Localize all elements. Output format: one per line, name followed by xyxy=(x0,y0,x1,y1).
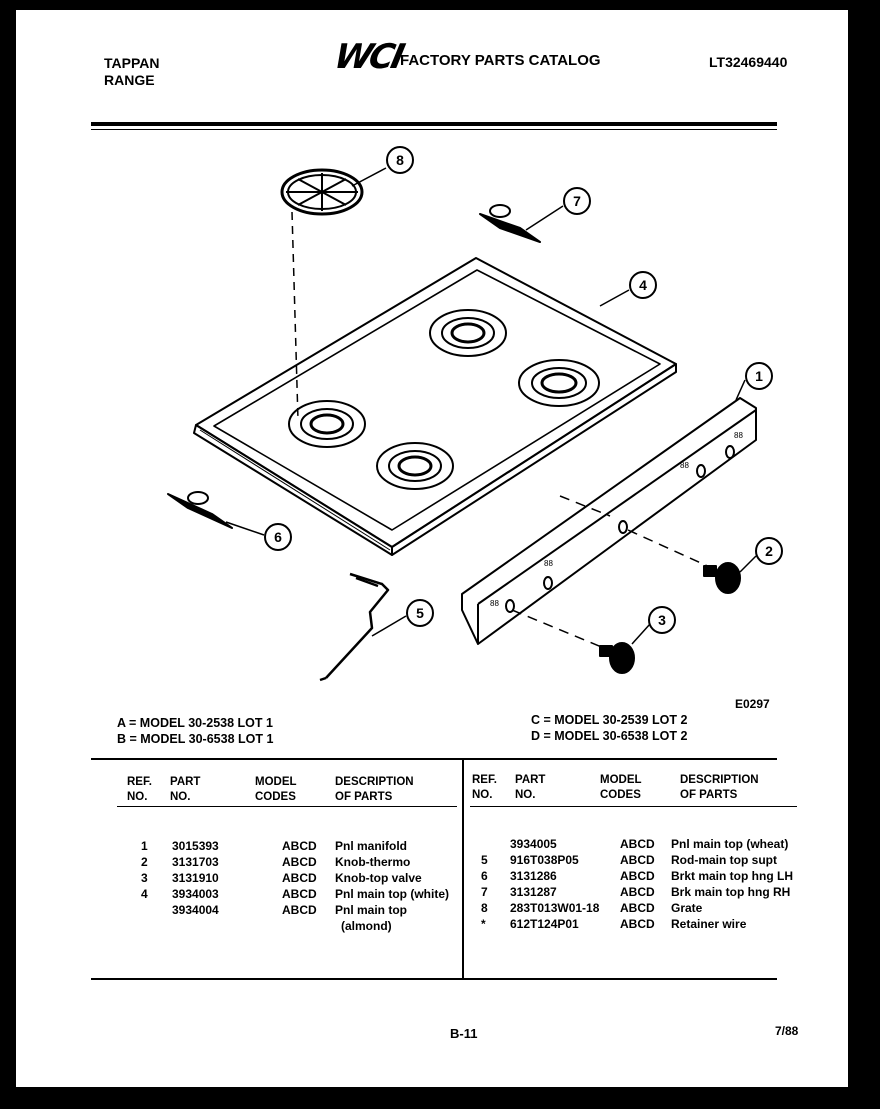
part-description: Rod-main top supt xyxy=(671,853,777,867)
svg-text:6: 6 xyxy=(274,529,282,545)
part-number: 612T124P01 xyxy=(510,917,579,931)
part-description: (almond) xyxy=(341,919,392,933)
right-ref-column xyxy=(481,836,488,932)
right-part-column xyxy=(510,836,599,932)
model-legend-right xyxy=(531,712,687,744)
brand-line-2: RANGE xyxy=(104,72,155,88)
part-number: 3131286 xyxy=(510,869,557,883)
part-number xyxy=(172,918,219,934)
table-row xyxy=(141,902,148,918)
header-ref-left: REF. NO. xyxy=(127,776,152,803)
part-description: Pnl main top (white) xyxy=(335,887,449,901)
model-d: D = MODEL 30-6538 LOT 2 xyxy=(531,729,688,743)
callout-8 xyxy=(387,147,413,173)
table-row: * xyxy=(481,917,486,931)
callout-5 xyxy=(407,600,433,626)
right-codes-column xyxy=(620,836,655,932)
header-desc-right: DESCRIPTION OF PARTS xyxy=(680,774,759,801)
knob-top-valve xyxy=(512,610,634,673)
callout-6 xyxy=(265,524,291,550)
model-codes: ABCD xyxy=(620,885,655,899)
header-model-right: MODEL CODES xyxy=(600,774,642,801)
left-part-column xyxy=(172,838,219,934)
callout-4 xyxy=(630,272,656,298)
part-description: Brkt main top hng LH xyxy=(671,869,793,883)
table-row: 3 xyxy=(141,871,148,885)
model-codes: ABCD xyxy=(620,853,655,867)
svg-text:88: 88 xyxy=(734,431,743,440)
wci-logo: WCI xyxy=(330,37,406,77)
header-ref-right: REF. NO. xyxy=(472,774,497,801)
part-number: 283T013W01-18 xyxy=(510,901,600,915)
hinge-bracket-rh xyxy=(480,205,540,242)
part-description: Grate xyxy=(671,901,703,915)
header-part-right: PART NO. xyxy=(515,774,546,801)
model-codes: ABCD xyxy=(620,901,655,915)
table-row: 6 xyxy=(481,869,488,883)
callout-1 xyxy=(746,363,772,389)
model-a: A = MODEL 30-2538 LOT 1 xyxy=(117,716,273,730)
callout-7 xyxy=(564,188,590,214)
svg-text:3: 3 xyxy=(658,612,666,628)
part-description: Pnl main top xyxy=(335,903,407,917)
table-row: 5 xyxy=(481,853,488,867)
part-description: Pnl manifold xyxy=(335,839,407,853)
model-codes: ABCD xyxy=(620,869,655,883)
part-number: 3934005 xyxy=(510,837,557,851)
part-description: Retainer wire xyxy=(671,917,747,931)
left-ref-column xyxy=(141,838,148,934)
svg-text:4: 4 xyxy=(639,277,647,293)
part-number: 3131703 xyxy=(172,855,219,869)
left-header-rule xyxy=(117,806,457,807)
model-codes: ABCD xyxy=(282,855,317,869)
figure-code: E0297 xyxy=(735,697,770,711)
table-row xyxy=(141,918,148,934)
model-codes: ABCD xyxy=(620,917,655,931)
model-b: B = MODEL 30-6538 LOT 1 xyxy=(117,732,274,746)
part-number: 3934004 xyxy=(172,903,219,917)
part-description: Pnl main top (wheat) xyxy=(671,837,789,851)
header-part-left: PART NO. xyxy=(170,776,201,803)
table-row: 4 xyxy=(141,887,148,901)
model-codes: ABCD xyxy=(620,837,655,851)
header-model-left: MODEL CODES xyxy=(255,776,297,803)
table-row: 2 xyxy=(141,855,148,869)
model-legend-left xyxy=(117,715,273,747)
part-description: Knob-top valve xyxy=(335,871,422,885)
table-row: 1 xyxy=(141,839,148,853)
svg-text:88: 88 xyxy=(544,559,553,568)
left-codes-column xyxy=(282,838,317,934)
part-number: 3015393 xyxy=(172,839,219,853)
svg-text:8: 8 xyxy=(396,152,404,168)
part-number: 3131910 xyxy=(172,871,219,885)
callout-3 xyxy=(649,607,675,633)
table-row: 7 xyxy=(481,885,488,899)
svg-text:88: 88 xyxy=(680,461,689,470)
table-bottom-rule xyxy=(91,978,777,980)
hinge-bracket-lh xyxy=(168,492,232,528)
svg-text:5: 5 xyxy=(416,605,424,621)
table-divider xyxy=(462,759,464,979)
svg-text:2: 2 xyxy=(765,543,773,559)
part-number: 916T038P05 xyxy=(510,853,579,867)
catalog-title: FACTORY PARTS CATALOG xyxy=(400,52,601,69)
part-number: 3934003 xyxy=(172,887,219,901)
table-top-rule xyxy=(91,758,777,760)
page-number: B-11 xyxy=(450,1026,478,1041)
svg-text:88: 88 xyxy=(490,599,499,608)
callout-2 xyxy=(756,538,782,564)
catalog-number: LT32469440 xyxy=(709,54,788,70)
model-codes: ABCD xyxy=(282,903,317,917)
model-codes xyxy=(282,918,317,934)
left-desc-column xyxy=(335,838,449,934)
model-codes: ABCD xyxy=(282,887,317,901)
grate xyxy=(282,170,362,214)
rod-main-top-support xyxy=(320,574,388,680)
svg-text:7: 7 xyxy=(573,193,581,209)
table-row xyxy=(481,836,488,852)
part-description: Knob-thermo xyxy=(335,855,411,869)
brand-line-1: TAPPAN xyxy=(104,55,160,71)
model-codes: ABCD xyxy=(282,871,317,885)
table-row: 8 xyxy=(481,901,488,915)
model-codes: ABCD xyxy=(282,839,317,853)
catalog-date: 7/88 xyxy=(775,1024,799,1038)
header-desc-left: DESCRIPTION OF PARTS xyxy=(335,776,414,803)
svg-text:1: 1 xyxy=(755,368,763,384)
part-description: Brk main top hng RH xyxy=(671,885,791,899)
part-number: 3131287 xyxy=(510,885,557,899)
right-header-rule xyxy=(470,806,797,807)
model-c: C = MODEL 30-2539 LOT 2 xyxy=(531,713,688,727)
right-desc-column xyxy=(671,836,793,932)
